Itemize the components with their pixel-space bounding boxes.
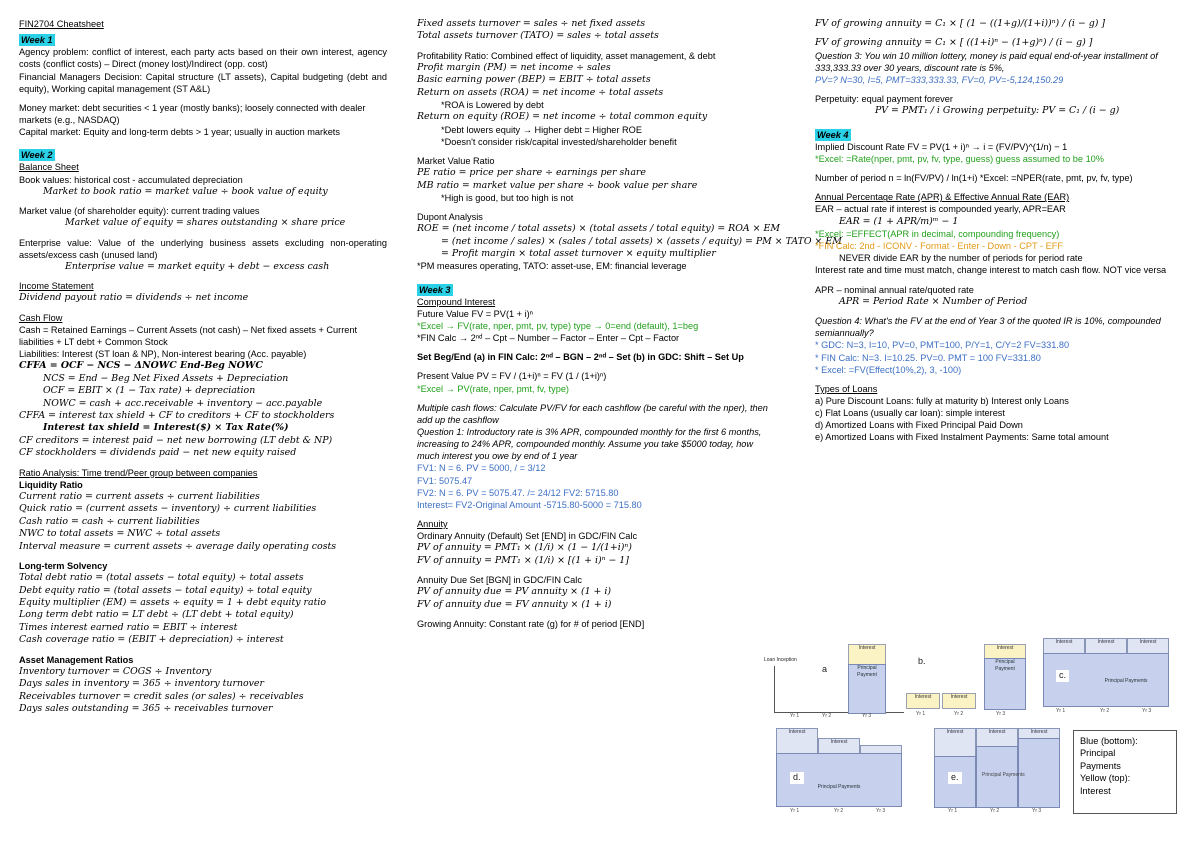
year-label: Yr 2 <box>822 713 832 719</box>
text-line <box>19 95 387 102</box>
week-heading: Week 2 <box>21 150 53 161</box>
year-label: Yr 1 <box>916 711 926 717</box>
text-line: *FIN Calc → 2ⁿᵈ – Cpt – Number – Factor – Enter – Cpt – Factor <box>417 333 680 344</box>
text-line: Capital market: Equity and long-term debts > 1 year; usually in auction markets <box>19 127 340 138</box>
text-line <box>417 273 777 280</box>
principal-block: Principal Payment <box>984 658 1026 710</box>
formula-line: NWC to total assets = NWC ÷ total assets <box>19 528 221 540</box>
text-line: Question 3: You win 10 million lottery, money is paid equal end-of-year installment of 333,333.33 over 30 years, discount rate is 5%, <box>815 50 1158 73</box>
text-line: Types of Loans <box>815 383 878 394</box>
text-line: Financial Managers Decision: Capital structure (LT assets), Capital budgeting (debt and equity), Working capital management (ST A&L) <box>19 71 387 94</box>
formula-line: Days sales outstanding = 365 ÷ receivables turnover <box>19 702 273 714</box>
text-line: Set Beg/End (a) in FIN Calc: 2ⁿᵈ – BGN – 2ⁿᵈ – Set (b) in GDC: Shift – Set Up <box>417 352 744 363</box>
text-line <box>417 344 777 351</box>
text-line: *High is good, but too high is not <box>441 192 574 203</box>
text-line: Interest rate and time must match, change interest to match cash flow. NOT vice versa <box>815 265 1167 276</box>
formula-line: Current ratio = current assets ÷ current liabilities <box>19 490 260 502</box>
text-line: Cash Flow <box>19 312 63 323</box>
text-line <box>815 165 1185 172</box>
text-line: Balance Sheet <box>19 162 79 173</box>
text-line <box>19 198 387 205</box>
formula-line: Total debt ratio = (total assets − total equity) ÷ total assets <box>19 572 304 584</box>
formula-line: Times interest earned ratio = EBIT ÷ interest <box>19 621 238 633</box>
year-label: Yr 2 <box>954 711 964 717</box>
text-line <box>19 647 387 654</box>
text-line: Profitability Ratio: Combined effect of liquidity, asset management, & debt <box>417 50 716 61</box>
column-left <box>19 18 387 715</box>
formula-line: Basic earning power (BEP) = EBIT ÷ total assets <box>417 74 651 86</box>
text-line: Cash = Retained Earnings – Current Assets (not cash) – Net fixed assets + Current liabilities + LT debt + Common Stock <box>19 325 358 348</box>
text-line: FIN2704 Cheatsheet <box>19 19 104 29</box>
text-line: *Excel: =EFFECT(APR in decimal, compounding frequency) <box>815 229 1060 240</box>
text-line: Annuity Due Set [BGN] in GDC/FIN Calc <box>417 575 582 586</box>
formula-line: Profit margin (PM) = net income ÷ sales <box>417 61 611 73</box>
text-line: c) Flat Loans (usually car loan): simple interest <box>815 408 1005 419</box>
formula-line: Inventory turnover = COGS ÷ Inventory <box>19 665 212 677</box>
text-line <box>815 86 1185 93</box>
formula-line: CFFA = interest tax shield + CF to creditors + CF to stockholders <box>19 410 335 422</box>
text-line: NEVER divide EAR by the number of periods for period rate <box>839 253 1083 264</box>
week-heading: Week 4 <box>817 129 849 140</box>
interest-block: Interest <box>818 738 860 754</box>
text-line: Annuity <box>417 518 448 529</box>
year-label: Yr 3 <box>996 711 1006 717</box>
formula-line: Return on equity (ROE) = net income ÷ total common equity <box>417 111 708 123</box>
text-line <box>815 118 1185 125</box>
week-heading-row <box>19 145 387 161</box>
year-label: Yr 2 <box>990 808 1000 814</box>
text-line: Question 1: Introductory rate is 3% APR, compounded monthly for the first 6 months, increasing to 24% APR, compounded monthly. Assume you take $5000 today, how much interest you owe by end of 1 year <box>417 427 762 462</box>
text-line: Future Value FV = PV(1 + i)ⁿ <box>417 308 534 319</box>
formula-line: MB ratio = market value per share ÷ book value per share <box>417 179 698 191</box>
formula-line: FV of growing annuity = C₁ × [ ((1+i)ⁿ − (1+g)ⁿ) / (i − g) ] <box>815 37 1093 49</box>
axis <box>774 666 775 712</box>
text-line: Number of period n = ln(FV/PV) / ln(1+i) *Excel: =NPER(rate, pmt, pv, fv, type) <box>815 173 1133 184</box>
formula-line: FV of growing annuity = C₁ × [ (1 − ((1+g)/(1+i))ⁿ) / (i − g) ] <box>815 18 1106 29</box>
formula-line: Equity multiplier (EM) = assets ÷ equity = 1 + debt equity ratio <box>19 596 327 608</box>
interest-block: Interest <box>984 644 1026 660</box>
year-label: Yr 2 <box>1100 708 1110 714</box>
formula-line: Total assets turnover (TATO) = sales ÷ total assets <box>417 30 659 42</box>
text-line <box>417 148 777 155</box>
interest-block: Interest <box>1018 728 1060 740</box>
text-line: Multiple cash flows: Calculate PV/FV for each cashflow (be careful with the nper), then add up the cashflow <box>417 402 768 425</box>
formula-line: OCF = EBIT × (1 − Tax rate) + depreciation <box>43 385 256 397</box>
formula-line: PV of annuity = PMT₁ × (1/i) × (1 − 1/(1+i)ⁿ) <box>417 542 632 554</box>
legend-line: Principal <box>1080 748 1116 759</box>
text-line: APR – nominal annual rate/quoted rate <box>815 284 974 295</box>
label-c: c. <box>1056 670 1069 682</box>
principal-block: Principal Payments <box>1043 653 1169 707</box>
text-line: Income Statement <box>19 281 94 292</box>
week-heading-row <box>19 30 387 46</box>
interest-block: Interest <box>1043 638 1085 654</box>
text-line: a) Pure Discount Loans: fully at maturity b) Interest only Loans <box>815 395 1069 406</box>
interest-block: Interest <box>1127 638 1169 654</box>
text-line <box>19 460 387 467</box>
principal-label: Principal Payments <box>982 772 1025 778</box>
text-line: *Doesn't consider risk/capital invested/shareholder benefit <box>441 136 677 147</box>
text-line: *ROA is Lowered by debt <box>441 100 544 111</box>
text-line <box>19 553 387 560</box>
text-line <box>19 230 387 237</box>
text-line: Ordinary Annuity (Default) Set [END] in GDC/FIN Calc <box>417 531 638 542</box>
formula-line: Interest tax shield = Interest($) × Tax Rate(%) <box>43 422 289 434</box>
formula-line: APR = Period Rate × Number of Period <box>839 295 1028 307</box>
week-heading-row <box>417 280 777 296</box>
text-line: Present Value PV = FV / (1+i)ⁿ = FV (1 / (1+i)ⁿ) <box>417 371 607 382</box>
text-line: Money market: debt securities < 1 year (mostly banks); loosely connected with dealer markets (e.g., NASDAQ) <box>19 102 366 125</box>
legend-line: Payments <box>1080 760 1121 771</box>
text-line <box>815 376 1185 383</box>
text-line <box>19 138 387 145</box>
formula-line: CF creditors = interest paid − net new borrowing (LT debt & NP) <box>19 434 333 446</box>
text-line: FV2: N = 6. PV = 5075.47. /= 24/12 FV2: 5715.80 <box>417 487 619 498</box>
text-line: FV1: 5075.47 <box>417 475 473 486</box>
text-line: Dupont Analysis <box>417 212 483 223</box>
text-line: *Excel: =Rate(nper, pmt, pv, fv, type, guess) guess assumed to be 10% <box>815 154 1104 165</box>
diagram-legend <box>1073 730 1177 814</box>
formula-line: PV = PMT₁ / i Growing perpetuity: PV = C₁ / (i − g) <box>875 105 1120 117</box>
formula-line: = (net income / sales) × (sales / total assets) × (assets / equity) = PM × TATO × EM <box>441 235 842 247</box>
formula-line: CFFA = OCF − NCS − ΔNOWC End-Beg NOWC <box>19 360 263 372</box>
year-label: Yr 1 <box>790 808 800 814</box>
text-line: d) Amortized Loans with Fixed Principal Paid Down <box>815 420 1023 431</box>
text-line: * GDC: N=3, I=10, PV=0, PMT=100, P/Y=1, C/Y=2 FV=331.80 <box>815 340 1070 351</box>
formula-line: = Profit margin × total asset turnover × equity multiplier <box>441 248 716 260</box>
text-line: *Excel → FV(rate, nper, pmt, pv, type) type → 0=end (default), 1=beg <box>417 321 699 332</box>
interest-block: Interest <box>906 693 940 709</box>
text-line: Liabilities: Interest (ST loan & NP), Non-interest bearing (Acc. payable) <box>19 349 307 360</box>
text-line: Long-term Solvency <box>19 561 108 571</box>
text-line: Growing Annuity: Constant rate (g) for # of period [END] <box>417 619 645 630</box>
year-label: Yr 1 <box>1056 708 1066 714</box>
text-line <box>815 277 1185 284</box>
text-line: Interest= FV2-Original Amount -5715.80-5000 = 715.80 <box>417 499 642 510</box>
text-line: Liquidity Ratio <box>19 479 83 490</box>
text-line: Agency problem: conflict of interest, each party acts based on their own interest, agency costs (conflict costs) – Direct (money lost)/Indirect (opp. cost) <box>19 47 387 70</box>
week-heading: Week 3 <box>419 284 451 295</box>
principal-block: Principal Payments <box>776 753 902 807</box>
text-line: Annual Percentage Rate (APR) & Effective Annual Rate (EAR) <box>815 192 1070 203</box>
text-line: Book values: historical cost - accumulated depreciation <box>19 174 243 185</box>
text-line <box>815 308 1185 315</box>
formula-line: ROE = (net income / total assets) × (total assets / total equity) = ROA × EM <box>417 223 780 235</box>
text-line: Implied Discount Rate FV = PV(1 + i)ⁿ → i = (FV/PV)^(1/n) − 1 <box>815 141 1068 152</box>
text-line: Enterprise value: Value of the underlying business assets excluding non-operating assets/excess cash (unused land) <box>19 237 387 260</box>
label-b: b. <box>918 656 926 666</box>
text-line: * Excel: =FV(Effect(10%,2), 3, -100) <box>815 364 962 375</box>
text-line: Market Value Ratio <box>417 156 495 166</box>
year-label: Yr 3 <box>876 808 886 814</box>
formula-line: CF stockholders = dividends paid − net new equity raised <box>19 447 297 459</box>
year-label: Yr 1 <box>948 808 958 814</box>
loan-inception-label: Loan Inception <box>764 657 797 663</box>
text-line <box>417 511 777 518</box>
formula-line: EAR = (1 + APR/m)ᵐ − 1 <box>839 215 959 227</box>
formula-line: Long term debt ratio = LT debt ÷ (LT debt + total equity) <box>19 609 294 621</box>
interest-block: Interest <box>848 644 886 666</box>
label-e: e. <box>948 772 962 784</box>
text-line: Question 4: What's the FV at the end of Year 3 of the quoted IR is 10%, compounded semiannually? <box>815 316 1161 339</box>
text-line: Market value (of shareholder equity): current trading values <box>19 206 260 217</box>
formula-line: Market value of equity = shares outstanding × share price <box>65 217 346 229</box>
text-line <box>417 204 777 211</box>
legend-line: Blue (bottom): <box>1080 736 1138 746</box>
text-line <box>417 567 777 574</box>
formula-line: PE ratio = price per share ÷ earnings per share <box>417 167 646 179</box>
principal-block: Principal Payment <box>848 664 886 714</box>
text-line: *FIN Calc: 2nd - ICONV - Format - Enter - Down - CPT - EFF <box>815 241 1063 252</box>
formula-line: FV of annuity due = FV annuity × (1 + i) <box>417 598 612 610</box>
interest-block: Interest <box>934 728 976 758</box>
formula-line: Cash ratio = cash ÷ current liabilities <box>19 515 200 527</box>
formula-line: Fixed assets turnover = sales ÷ net fixed assets <box>417 18 646 29</box>
formula-line: Enterprise value = market equity + debt − excess cash <box>65 260 330 272</box>
formula-line: NOWC = cash + acc.receivable + inventory − acc.payable <box>43 397 323 409</box>
year-label: Yr 1 <box>790 713 800 719</box>
formula-line: Quick ratio = (current assets − inventory) ÷ current liabilities <box>19 503 317 515</box>
legend-line: Interest <box>1080 785 1111 796</box>
formula-line: Return on assets (ROA) = net income ÷ total assets <box>417 86 664 98</box>
text-line: EAR – actual rate if interest is compounded yearly, APR=EAR <box>815 204 1066 215</box>
text-line: Ratio Analysis: Time trend/Peer group between companies <box>19 467 258 478</box>
formula-line: Cash coverage ratio = (EBIT + depreciation) ÷ interest <box>19 634 284 646</box>
label-a: a <box>822 664 828 674</box>
text-line <box>815 184 1185 191</box>
text-line: *Excel → PV(rate, nper, pmt, fv, type) <box>417 383 569 394</box>
interest-block: Interest <box>1085 638 1127 654</box>
text-line: *Debt lowers equity → Higher debt = Higher ROE <box>441 124 642 135</box>
formula-line: PV of annuity due = PV annuity × (1 + i) <box>417 586 612 598</box>
formula-line: Interval measure = current assets ÷ average daily operating costs <box>19 540 337 552</box>
week-heading: Week 1 <box>21 35 53 46</box>
text-line: Perpetuity: equal payment forever <box>815 94 953 105</box>
legend-line: Yellow (top): <box>1080 773 1131 784</box>
text-line <box>19 273 387 280</box>
week-heading-row <box>815 125 1185 141</box>
text-line: e) Amortized Loans with Fixed Instalment Payments: Same total amount <box>815 432 1109 443</box>
text-line <box>417 395 777 402</box>
formula-line: Dividend payout ratio = dividends ÷ net income <box>19 292 249 304</box>
column-right <box>815 18 1185 444</box>
year-label: Yr 2 <box>834 808 844 814</box>
interest-block: Interest <box>942 693 976 709</box>
text-line: FV1: N = 6. PV = 5000, / = 3/12 <box>417 463 546 474</box>
text-line: PV=? N=30, I=5, PMT=333,333.33, FV=0, PV=-5,124,150.29 <box>815 75 1064 86</box>
year-label: Yr 3 <box>1142 708 1152 714</box>
text-line: *PM measures operating, TATO: asset-use, EM: financial leverage <box>417 261 687 272</box>
text-line: Compound Interest <box>417 296 496 307</box>
formula-line: Debt equity ratio = (total assets − total equity) ÷ total equity <box>19 584 312 596</box>
year-label: Yr 3 <box>862 713 872 719</box>
text-line <box>417 611 777 618</box>
formula-line: Days sales in inventory = 365 ÷ inventory turnover <box>19 678 264 690</box>
text-line: Asset Management Ratios <box>19 654 134 665</box>
formula-line: Market to book ratio = market value ÷ book value of equity <box>43 185 328 197</box>
text-line <box>19 305 387 312</box>
formula-line: FV of annuity = PMT₁ × (1/i) × [(1 + i)ⁿ − 1] <box>417 554 629 566</box>
formula-line: Receivables turnover = credit sales (or sales) ÷ receivables <box>19 690 304 702</box>
text-line <box>417 363 777 370</box>
label-d: d. <box>790 772 804 784</box>
year-label: Yr 3 <box>1032 808 1042 814</box>
text-line <box>815 30 1185 37</box>
text-line <box>417 43 777 50</box>
formula-line: NCS = End − Beg Net Fixed Assets + Depreciation <box>43 372 289 384</box>
interest-block: Interest <box>976 728 1018 748</box>
interest-block: Interest <box>776 728 818 754</box>
text-line: * FIN Calc: N=3. I=10.25. PV=0. PMT = 100 FV=331.80 <box>815 352 1041 363</box>
